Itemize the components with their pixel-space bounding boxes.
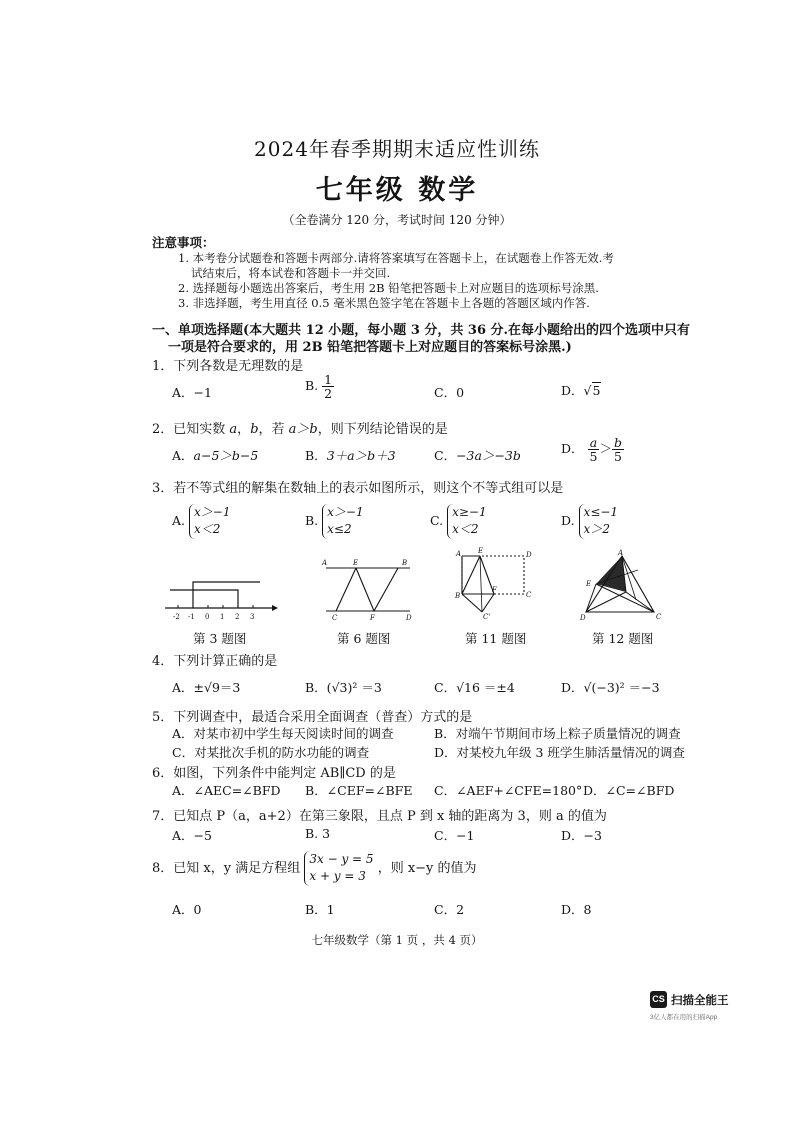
fraction: $\frac{a}{5}$	[589, 435, 598, 465]
point-label: C'	[483, 613, 491, 621]
q7-option-c: C．−1	[434, 828, 475, 843]
q1-option-a: A．−1	[172, 385, 212, 400]
q1-option-c: C．0	[434, 385, 465, 400]
q2-option-c: C．−3a＞−3b	[434, 448, 521, 463]
caption-fig6: 第 6 题图	[337, 631, 391, 646]
point-label: B	[402, 559, 408, 567]
camscanner-tagline: 3亿人都在用的扫描App	[650, 1014, 718, 1021]
q5-stem: 5．下列调查中，最适合采用全面调查（普查）方式的是	[152, 710, 473, 725]
inequality-system: x≤−1 x＞2	[579, 504, 619, 539]
camscanner-name: 扫描全能王	[671, 995, 729, 1007]
q6-option-b: B．∠CEF=∠BFE	[305, 783, 413, 798]
caption-fig11: 第 11 题图	[465, 631, 527, 646]
notice-item-1-cont: 试结束后，将本试卷和答题卡一并交回.	[191, 266, 391, 280]
q2-option-d: D． $\frac{a}{5}$ ＞ $\frac{b}{5}$	[561, 435, 622, 465]
notice-heading: 注意事项：	[152, 235, 215, 250]
q2-stem: 2．已知实数 a，b，若 a＞b，则下列结论错误的是	[152, 422, 448, 437]
q6-option-d: D．∠C=∠BFD	[583, 783, 675, 798]
q3-option-d: D. x≤−1 x＞2	[561, 504, 618, 539]
exam-note: （全卷满分 120 分，考试时间 120 分钟）	[282, 213, 512, 227]
q7-option-d: D．−3	[561, 828, 602, 843]
point-label: A	[456, 550, 462, 558]
q4-stem: 4．下列计算正确的是	[152, 654, 278, 669]
point-label: D	[406, 614, 412, 622]
point-label: C	[526, 591, 532, 599]
point-label: A	[618, 549, 624, 557]
caption-fig3: 第 3 题图	[193, 631, 247, 646]
q6-option-a: A．∠AEC=∠BFD	[172, 783, 281, 798]
point-label: C	[656, 613, 662, 621]
q8-option-d: D．8	[561, 902, 592, 917]
fraction: $\frac{b}{5}$	[613, 435, 622, 465]
page-footer: 七年级数学（第 1 页 ，共 4 页）	[311, 933, 483, 947]
point-label: E	[353, 559, 359, 567]
q2-option-b: B．3＋a＞b＋3	[305, 448, 396, 463]
section1-line1: 一、单项选择题(本大题共 12 小题，每小题 3 分，共 36 分.在每小题给出的四个选项中只有	[152, 323, 691, 338]
q8-option-a: A．0	[172, 902, 202, 917]
q4-option-a: A．±√9＝3	[172, 680, 241, 695]
q8-stem: 8．已知 x，y 满足方程组 3x − y = 5 x + y = 3 ，则 x−y 的值为	[152, 851, 477, 886]
q2-option-a: A．a−5＞b−5	[172, 448, 259, 463]
exam-title: 2024年春季期期末适应性训练	[254, 137, 540, 161]
q1-option-b: B. $\frac{1}{2}$	[305, 372, 333, 402]
numberline-figure	[160, 565, 280, 625]
figure-11	[452, 548, 542, 624]
point-label: E	[478, 547, 484, 555]
section1-line2: 一项是符合要求的，用 2B 铅笔把答题卡上对应题目的答案标号涂黑.)	[168, 340, 572, 355]
q8-option-b: B．1	[305, 902, 335, 917]
q3-option-a: A. x＞−1 x＜2	[172, 504, 230, 539]
tick-label: 3	[250, 613, 255, 621]
point-label: C	[332, 614, 338, 622]
notice-item-1: 1. 本考卷分试题卷和答题卡两部分.请将答案填写在答题卡上，在试题卷上作答无效.考	[178, 251, 614, 265]
q4-option-c: C．√16 ＝±4	[434, 680, 515, 695]
inequality-system: x＞−1 x≤2	[322, 504, 363, 539]
q5-option-b: B．对端午节期间市场上粽子质量情况的调查	[434, 726, 681, 741]
inequality-system: x≥−1 x＜2	[447, 504, 487, 539]
q7-option-b: B. 3	[305, 826, 331, 841]
point-label: D	[580, 614, 586, 622]
point-label: F	[370, 614, 375, 622]
q3-stem: 3．若不等式组的解集在数轴上的表示如图所示，则这个不等式组可以是	[152, 481, 564, 496]
q5-option-a: A．对某市初中学生每天阅读时间的调查	[172, 726, 394, 741]
q5-option-d: D．对某校九年级 3 班学生肺活量情况的调查	[434, 745, 685, 760]
q3-option-c: C. x≥−1 x＜2	[430, 504, 487, 539]
figure-12	[578, 550, 664, 622]
tick-label: -2	[173, 613, 180, 621]
q1-option-d: D．√5	[561, 383, 601, 398]
notice-item-3: 3. 非选择题，考生用直径 0.5 毫米黑色签字笔在答题卡上各题的答题区域内作答.	[178, 296, 590, 310]
q4-option-b: B．(√3)² ＝3	[305, 680, 382, 695]
tick-label: 0	[205, 613, 210, 621]
q5-option-c: C．对某批次手机的防水功能的调查	[172, 745, 370, 760]
figure-6	[318, 556, 418, 622]
caption-fig12: 第 12 题图	[592, 631, 654, 646]
point-label: D	[526, 551, 532, 559]
q7-stem: 7．已知点 P（a，a+2）在第三象限，且点 P 到 x 轴的距离为 3，则 a 的值为	[152, 809, 607, 824]
inequality-system: x＞−1 x＜2	[189, 504, 230, 539]
point-label: F	[492, 586, 497, 594]
point-label: A	[322, 559, 328, 567]
q7-option-a: A．−5	[172, 828, 212, 843]
point-label: B	[455, 592, 461, 600]
tick-label: 2	[235, 613, 240, 621]
q3-option-b: B. x＞−1 x≤2	[305, 504, 364, 539]
q1-stem: 1．下列各数是无理数的是	[152, 359, 304, 374]
q4-option-d: D．√(−3)² ＝−3	[561, 680, 660, 695]
notice-item-2: 2. 选择题每小题选出答案后，考生用 2B 铅笔把答题卡上对应题目的选项标号涂黑.	[178, 281, 599, 295]
tick-label: 1	[220, 613, 225, 621]
fraction: $\frac{1}{2}$	[324, 372, 333, 402]
q8-option-c: C．2	[434, 902, 465, 917]
point-label: E	[586, 580, 592, 588]
equation-system: 3x − y = 5 x + y = 3	[304, 851, 373, 886]
exam-subtitle: 七年级 数学	[315, 175, 479, 206]
q6-stem: 6．如图，下列条件中能判定 AB∥CD 的是	[152, 766, 396, 781]
camscanner-logo-icon: CS	[650, 991, 667, 1008]
q6-option-c: C．∠AEF+∠CFE=180°	[434, 783, 583, 798]
tick-label: -1	[188, 613, 195, 621]
